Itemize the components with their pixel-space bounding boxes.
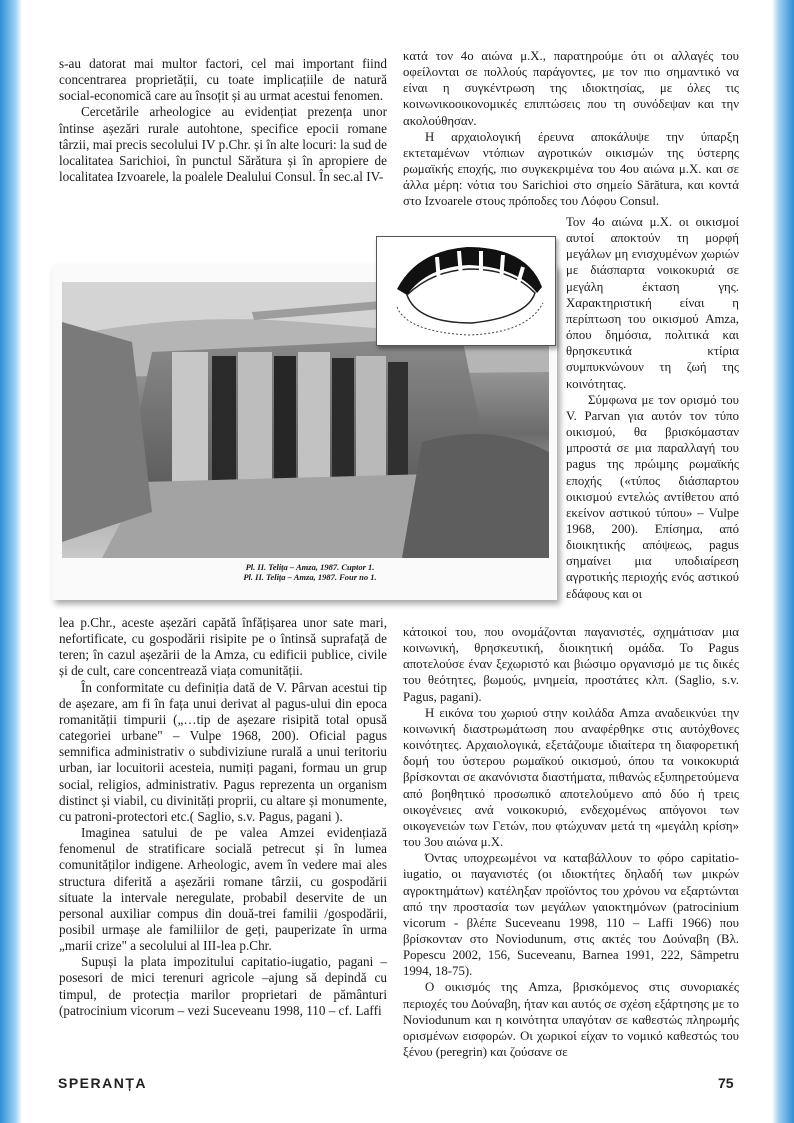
page-number: 75 bbox=[718, 1075, 734, 1091]
greek-column-bottom bbox=[403, 624, 739, 1060]
caption-english: Pl. II. Telița – Amza, 1987. Four no 1. bbox=[243, 572, 377, 582]
left-page-edge bbox=[0, 0, 22, 1123]
paragraph: κάτοικοί του, που ονομάζονται παγανιστές, σχημάτισαν μια κοινωνική, θρησκευτική, διοικητική ομάδα. Το Pagus αποτελούσε έναν ξεχωριστό και βιώσιμο οργανισμό με τις δικές του θεότητες, βωμούς, μνημεία, προστάτες κλπ. (Saglio, s.v. Pagus, pagani). bbox=[403, 625, 739, 704]
romanian-column-bottom bbox=[59, 615, 387, 1019]
paragraph: κατά τον 4ο αιώνα μ.Χ., παρατηρούμε ότι οι αλλαγές του οφείλονται σε πολλούς παράγοντες, με τον πιο σημαντικό να είναι η συγκέντρωση της ιδιοκτησίας, με όλες τις κοινωνικοοικονομικές επιπτώσεις που τη συνόδεψαν και την ακολούθησαν. bbox=[403, 49, 739, 128]
paragraph: Η αρχαιολογική έρευνα αποκάλυψε την ύπαρξη εκτεταμένων ντόπιων αγροτικών οικισμών της ύστερης ρωμαϊκής εποχής, πιο συγκεκριμένα του 4ου αιώνα μ.Χ. και σε άλλα μέρη: νότια του Sarichioi στο σημείο Sărătura, και κοντά στο Izvoarele στους πρόποδες του Λόφου Consul. bbox=[403, 129, 739, 209]
paragraph: Imaginea satului de pe valea Amzei evidențiază fenomenul de stratificare socială petrecut și în lumea comunităților indigene. Arheologic, avem în vedere mai ales structura diferită a așezării romane târzii, cu gospodării situate la intervale neregulate, probabil deservite de un personal auxiliar compus din două-trei familii /gospodării, posibil urmașe ale familiilor de geți, pauperizate în urma „marii crize" a secolului al III-lea p.Chr. bbox=[59, 825, 387, 954]
paragraph: Supuși la plata impozitului capitatio-iugatio, pagani –posesori de mici terenuri agricole –ajung să depindă cu timpul, de protecția marilor proprietari de pământuri (patrocinium vicorum – vezi Suceveanu 1998, 110 – cf. Laffi bbox=[59, 954, 387, 1018]
magazine-name: SPERANȚA bbox=[58, 1075, 148, 1091]
paragraph: s-au datorat mai multor factori, cel mai important fiind concentrarea proprietății, cu toate implicațiile de natură social-economică care au însoțit și au urmat acestui fenomen. bbox=[59, 56, 387, 104]
paragraph: lea p.Chr., aceste așezări capătă înfățișarea unor sate mari, nefortificate, cu gospodării risipite pe o întinsă suprafață de teren; în cazul așezării de la Amza, cu edificii publice, civile și de cult, care concentrează viața comunității. bbox=[59, 615, 387, 679]
paragraph: Η εικόνα του χωριού στην κοιλάδα Amza αναδεικνύει την κοινωνική διαστρωμάτωση που αναφέρθηκε στις αυτόχθονες κοινότητες. Αρχαιολογικά, εξετάζουμε ιδιαίτερα τη διαφορετική δομή του ύστερου ρωμαϊκού οικισμού, όπου τα νοικοκυριά βρίσκονται σε ακανόνιστα διαστήματα, πιθανώς εξυπηρετούμενα από βοηθητικό προσωπικό αποτελούμενο από δύο ή τρεις οικογένειες ανά νοικοκυριό, ενδεχομένως απόγονοι των οικογενειών των Γετών, που φτώχυναν μετά τη «μεγάλη κρίση» του 3ου αιώνα μ.Χ. bbox=[403, 705, 739, 850]
paragraph: Σύμφωνα με τον ορισμό του V. Parvan για αυτόν τον τύπο οικισμού, θα βρισκόμασταν μπροστά σε μια παραλλαγή του pagus της πρώιμης ρωμαϊκής εποχής («τύπος διάσπαρτου οικισμού εντελώς αντίθετου από εκείνον αστικού τύπου» – Vulpe 1968, 200). Επίσημα, από διοικητικής απόψεως, pagus σημαίνει μια υποδιαίρεση αγροτικής περιοχής ενός αστικού εδάφους και οι bbox=[566, 392, 739, 601]
figure-caption bbox=[160, 562, 460, 582]
right-page-edge bbox=[772, 0, 794, 1123]
romanian-column-top bbox=[59, 56, 387, 185]
greek-column-top bbox=[403, 48, 739, 210]
kiln-plan-drawing bbox=[376, 236, 556, 346]
paragraph: În conformitate cu definiția dată de V. Pârvan acestui tip de așezare, am fi în fața unui derivat al pagus-ului din epoca romanității timpurii („…tip de așezare risipită total opusă categoriei urbane" – Vulpe 1968, 200). Oficial pagus semnifica administrativ o subdiviziune rurală a unui teritoriu urban, iar locuitorii acesteia, numiți pagani, formau un grup social, religios, administrativ. Pagus reprezenta un organism distinct și viabil, cu divinități proprii, cu altare și monumente, cu patroni-protectori etc.( Saglio, s.v. Pagus, pagani ). bbox=[59, 679, 387, 824]
greek-column-narrow bbox=[566, 214, 739, 602]
paragraph: Ο οικισμός της Amza, βρισκόμενος στις συνοριακές περιοχές του Δούναβη, ήταν και αυτός σε σχέση εξάρτησης με το Noviodunum και η κοινότητα υπαγόταν σε καθεστώς πληρωμής ορισμένων εισφορών. Οι χωρικοί είχαν το νομικό καθεστώς του ξένου (peregrin) και ζούσανε σε bbox=[403, 980, 739, 1060]
paragraph: Τον 4ο αιώνα μ.Χ. οι οικισμοί αυτοί αποκτούν τη μορφή μεγάλων μη ενισχυμένων χωριών με διάσπαρτα νοικοκυριά σε μεγάλη έκταση γης. Χαρακτηριστική είναι η περίπτωση του οικισμού Amza, όπου δημόσια, πολιτικά και θρησκευτικά κτίρια συμπυκνώνουν τη ζωή της κοινότητας. bbox=[566, 215, 739, 391]
paragraph: Cercetările arheologice au evidențiat prezența unor întinse așezări rurale autohtone, specifice epocii romane târzii, mai precis secolului IV p.Chr. și în alte locuri: la sud de localitatea Sarichioi, în punctul Sărătura și în apropiere de localitatea Izvoarele, la poalele Dealului Consul. În sec.al IV- bbox=[59, 104, 387, 185]
paragraph: Όντας υποχρεωμένοι να καταβάλλουν το φόρο capitatio-iugatio, οι παγανιστές (οι ιδιοκτήτες δηλαδή των μικρών αγροκτημάτων) κατέληξαν προϊόντος του χρόνου να εξαρτώνται από την προστασία των μεγάλων γαιοκτημόνων (patrocinium vicorum - βλέπε Suceveanu 1998, 110 – Laffi 1966) που βρίσκονταν στο Noviodunum, στις ακτές του Δούναβη (Βλ. Popescu 2002, 156, Suceveanu, Barnea 1991, 222, Sâmpetru 1994, 18-75). bbox=[403, 851, 739, 979]
caption-romanian: Pl. II. Telița – Amza, 1987. Cuptor 1. bbox=[245, 562, 375, 572]
